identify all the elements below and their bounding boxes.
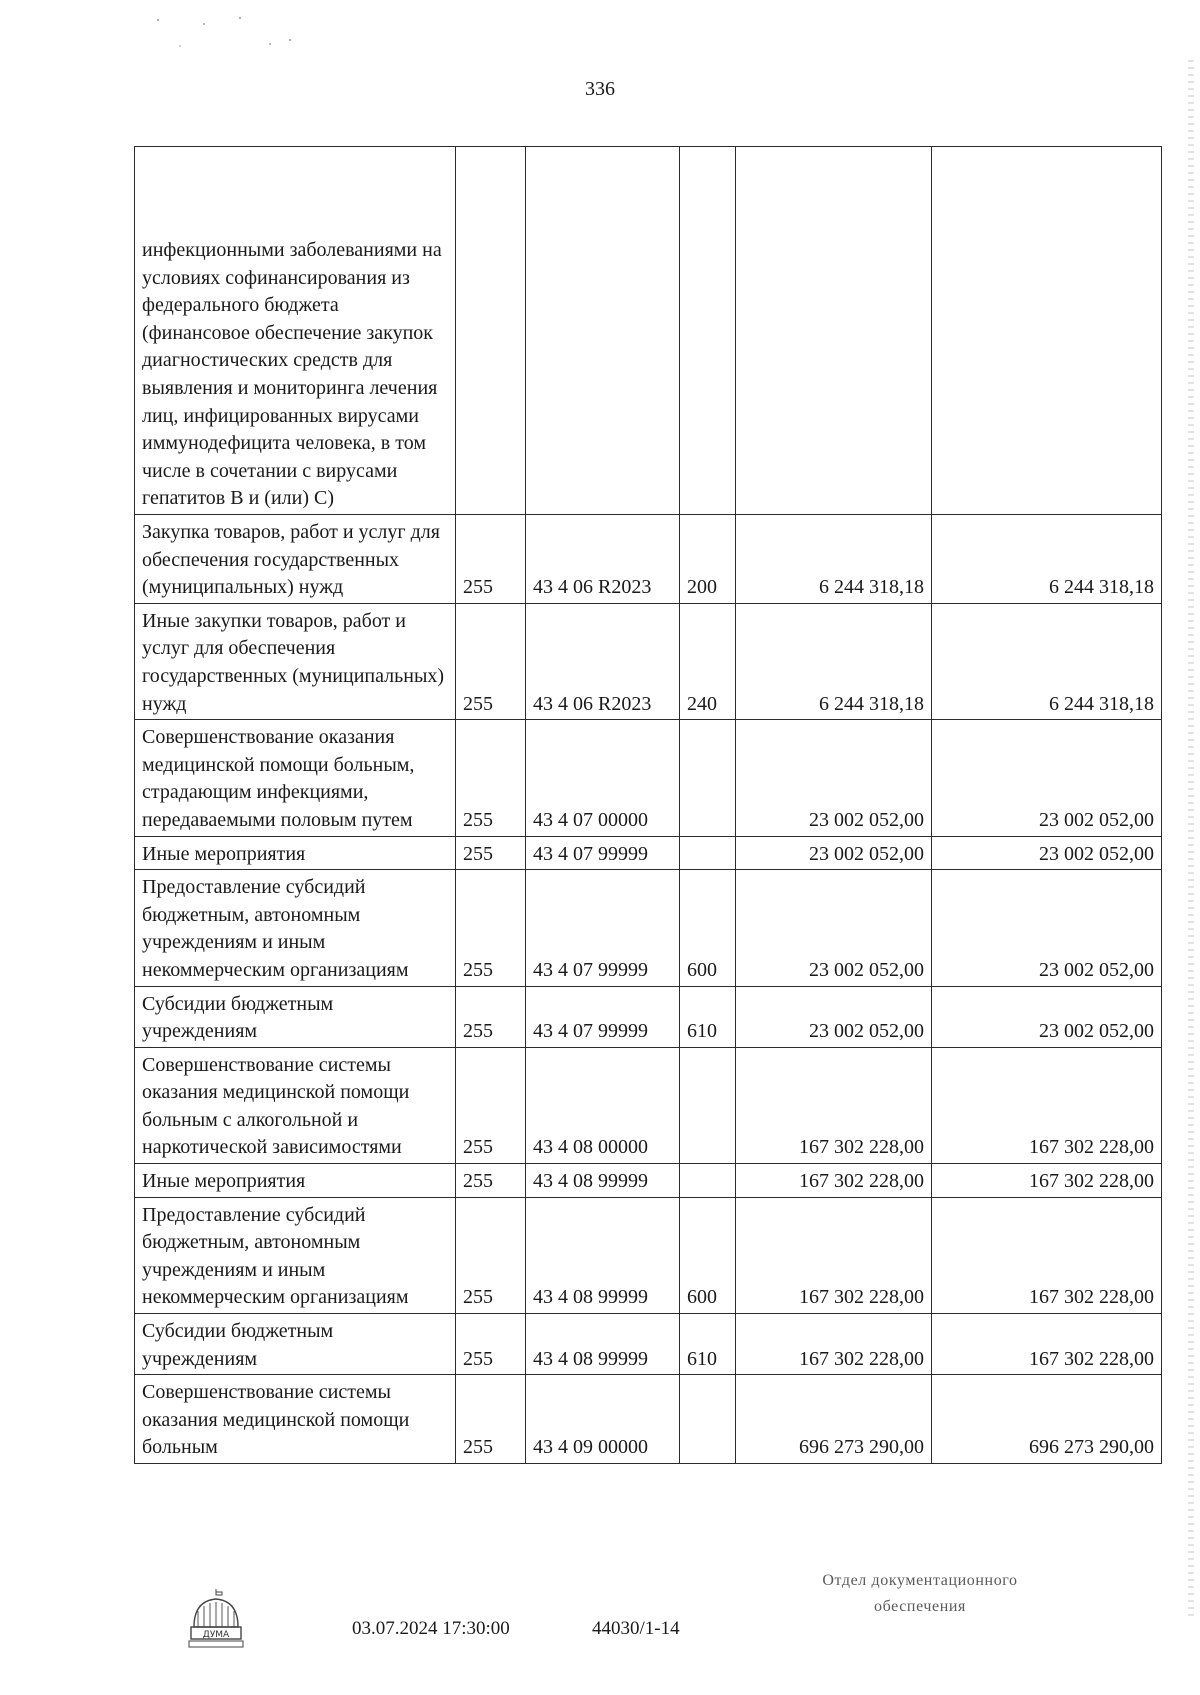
row-csr: 43 4 07 99999 — [526, 986, 680, 1047]
row-sum2: 23 002 052,00 — [932, 870, 1162, 986]
row-sum2: 167 302 228,00 — [932, 1047, 1162, 1163]
row-name: Субсидии бюджетным учреждениям — [135, 1314, 456, 1375]
row-sum2: 23 002 052,00 — [932, 986, 1162, 1047]
row-sum1: 696 273 290,00 — [736, 1375, 932, 1464]
row-sum1: 23 002 052,00 — [736, 720, 932, 836]
row-ved: 255 — [456, 870, 526, 986]
duma-logo-icon — [188, 1587, 244, 1651]
row-sum1 — [736, 147, 932, 515]
row-csr: 43 4 06 R2023 — [526, 603, 680, 719]
row-vr: 600 — [680, 1197, 736, 1313]
row-name: Совершенствование системы оказания медицинской помощи больным — [135, 1375, 456, 1464]
row-csr: 43 4 08 99999 — [526, 1314, 680, 1375]
row-sum1: 167 302 228,00 — [736, 1197, 932, 1313]
row-ved: 255 — [456, 1314, 526, 1375]
row-vr: 600 — [680, 870, 736, 986]
row-ved — [456, 147, 526, 515]
row-sum1: 6 244 318,18 — [736, 515, 932, 604]
table-row — [135, 603, 1162, 719]
row-csr: 43 4 08 99999 — [526, 1164, 680, 1198]
scan-edge-artifact — [1188, 60, 1194, 1620]
table-row — [135, 1197, 1162, 1313]
budget-table — [134, 146, 1162, 1464]
row-name: Субсидии бюджетным учреждениям — [135, 986, 456, 1047]
row-sum1: 23 002 052,00 — [736, 986, 932, 1047]
table-row — [135, 147, 1162, 515]
table-row — [135, 1047, 1162, 1163]
row-csr: 43 4 09 00000 — [526, 1375, 680, 1464]
row-name: Закупка товаров, работ и услуг для обеспечения государственных (муниципальных) нужд — [135, 515, 456, 604]
row-csr: 43 4 07 99999 — [526, 870, 680, 986]
row-name: Предоставление субсидий бюджетным, автономным учреждениям и иным некоммерческим организациям — [135, 870, 456, 986]
table-row — [135, 836, 1162, 870]
row-ved: 255 — [456, 1375, 526, 1464]
row-ved: 255 — [456, 1197, 526, 1313]
scan-specks — [150, 14, 350, 54]
row-csr: 43 4 07 99999 — [526, 836, 680, 870]
row-sum1: 167 302 228,00 — [736, 1047, 932, 1163]
row-vr — [680, 1164, 736, 1198]
row-sum2: 696 273 290,00 — [932, 1375, 1162, 1464]
row-sum2 — [932, 147, 1162, 515]
row-name: Иные мероприятия — [135, 836, 456, 870]
row-sum2: 6 244 318,18 — [932, 515, 1162, 604]
row-sum1: 167 302 228,00 — [736, 1164, 932, 1198]
footer-datetime: 03.07.2024 17:30:00 — [352, 1618, 510, 1639]
row-sum1: 23 002 052,00 — [736, 870, 932, 986]
row-ved: 255 — [456, 720, 526, 836]
row-csr: 43 4 07 00000 — [526, 720, 680, 836]
stamp-line-2: обеспечения — [873, 1598, 967, 1615]
table-row — [135, 515, 1162, 604]
row-csr: 43 4 06 R2023 — [526, 515, 680, 604]
logo-text: ДУМА — [202, 1630, 230, 1640]
row-vr: 610 — [680, 986, 736, 1047]
table-row — [135, 870, 1162, 986]
row-sum1: 167 302 228,00 — [736, 1314, 932, 1375]
row-sum2: 167 302 228,00 — [932, 1314, 1162, 1375]
row-vr — [680, 1047, 736, 1163]
row-ved: 255 — [456, 515, 526, 604]
table-row — [135, 1164, 1162, 1198]
row-name: Предоставление субсидий бюджетным, автономным учреждениям и иным некоммерческим организациям — [135, 1197, 456, 1313]
row-sum2: 6 244 318,18 — [932, 603, 1162, 719]
row-name: Иные закупки товаров, работ и услуг для обеспечения государственных (муниципальных) нужд — [135, 603, 456, 719]
row-ved: 255 — [456, 986, 526, 1047]
row-vr: 240 — [680, 603, 736, 719]
row-vr: 610 — [680, 1314, 736, 1375]
stamp-line-1: Отдел документационного — [822, 1572, 1018, 1589]
page-number: 336 — [585, 78, 615, 100]
row-ved: 255 — [456, 1047, 526, 1163]
row-sum2: 167 302 228,00 — [932, 1164, 1162, 1198]
row-sum1: 6 244 318,18 — [736, 603, 932, 719]
row-sum2: 167 302 228,00 — [932, 1197, 1162, 1313]
row-sum2: 23 002 052,00 — [932, 836, 1162, 870]
row-vr — [680, 720, 736, 836]
table-row — [135, 986, 1162, 1047]
row-ved: 255 — [456, 603, 526, 719]
row-ved: 255 — [456, 836, 526, 870]
row-vr: 200 — [680, 515, 736, 604]
row-ved: 255 — [456, 1164, 526, 1198]
row-csr: 43 4 08 00000 — [526, 1047, 680, 1163]
table-row — [135, 720, 1162, 836]
row-vr — [680, 1375, 736, 1464]
row-sum2: 23 002 052,00 — [932, 720, 1162, 836]
row-csr — [526, 147, 680, 515]
table-row — [135, 1375, 1162, 1464]
row-name: Иные мероприятия — [135, 1164, 456, 1198]
row-sum1: 23 002 052,00 — [736, 836, 932, 870]
department-stamp — [770, 1568, 1070, 1620]
row-name: инфекционными заболеваниями на условиях софинансирования из федерального бюджета (финансовое обеспечение закупок диагностических средств для выявления и мониторинга лечения лиц, инфицированных вирусами иммунодефицита человека, в том числе в сочетании с вирусами гепатитов В и (или) С) — [135, 147, 456, 515]
row-csr: 43 4 08 99999 — [526, 1197, 680, 1313]
row-vr — [680, 836, 736, 870]
row-vr — [680, 147, 736, 515]
row-name: Совершенствование оказания медицинской помощи больным, страдающим инфекциями, передаваемыми половым путем — [135, 720, 456, 836]
table-row — [135, 1314, 1162, 1375]
row-name: Совершенствование системы оказания медицинской помощи больным с алкогольной и наркотической зависимостями — [135, 1047, 456, 1163]
footer-doc-number: 44030/1-14 — [592, 1618, 680, 1639]
